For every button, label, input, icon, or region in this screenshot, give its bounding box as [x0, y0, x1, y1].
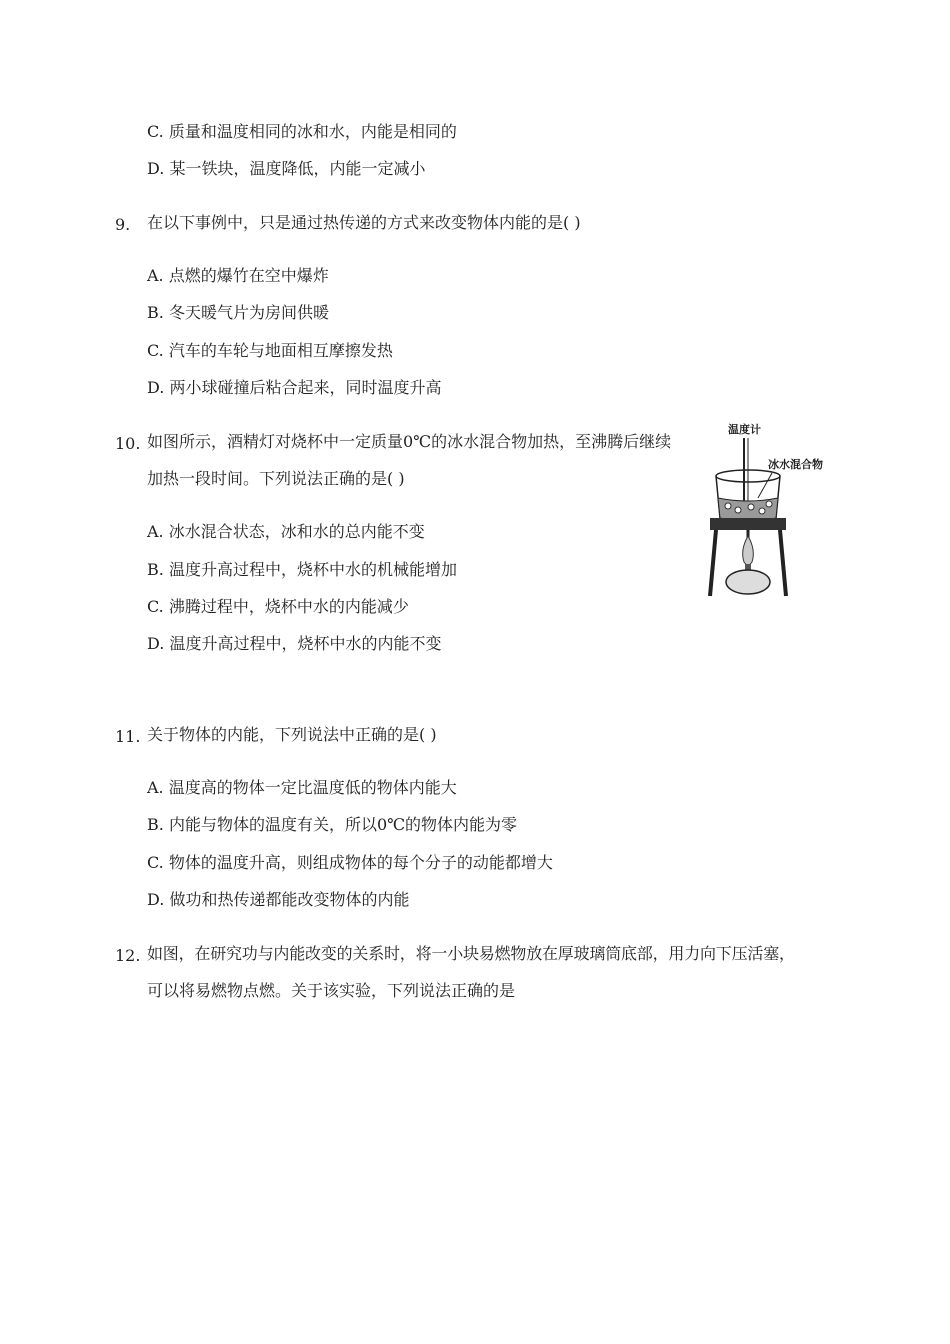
q9-option-a [147, 266, 329, 286]
option-text: 质量和温度相同的冰和水，内能是相同的 [168, 122, 457, 141]
option-text: 沸腾过程中，烧杯中水的内能减少 [168, 597, 409, 616]
lamp-wick [745, 564, 751, 570]
option-label: B. [147, 560, 164, 579]
option-text: 点燃的爆竹在空中爆炸 [168, 266, 329, 285]
q10-option-b [147, 560, 457, 580]
q11-option-c [147, 853, 553, 873]
option-text: 物体的温度升高，则组成物体的每个分子的动能都增大 [168, 853, 553, 872]
option-text: 温度升高过程中，烧杯中水的内能不变 [169, 634, 442, 653]
q11-stem: 关于物体的内能，下列说法中正确的是( ) [147, 725, 437, 744]
wire-gauze [710, 518, 786, 530]
q11-number: 11. [115, 727, 141, 746]
option-text: 某一铁块，温度降低，内能一定减小 [169, 159, 426, 178]
flame [743, 536, 754, 565]
option-label: D. [147, 890, 165, 909]
q10-option-d [147, 634, 441, 654]
q10-option-c [147, 597, 409, 617]
option-text: 冰水混合状态，冰和水的总内能不变 [168, 522, 425, 541]
ice-water-mixture-label: 冰水混合物 [768, 458, 823, 471]
q11-option-b [147, 815, 517, 835]
option-text: 两小球碰撞后粘合起来，同时温度升高 [169, 378, 442, 397]
ice-piece [735, 507, 741, 513]
option-label: A. [147, 778, 164, 797]
option-text: 冬天暖气片为房间供暖 [168, 303, 329, 322]
ice-piece [725, 503, 731, 509]
option-text: 温度升高过程中，烧杯中水的机械能增加 [168, 560, 457, 579]
option-text: 做功和热传递都能改变物体的内能 [169, 890, 410, 909]
option-label: C. [147, 853, 164, 872]
option-label: D. [147, 159, 165, 178]
option-text: 内能与物体的温度有关，所以0℃的物体内能为零 [168, 815, 518, 834]
option-label: D. [147, 634, 165, 653]
q12-number: 12. [115, 946, 141, 965]
option-label: B. [147, 815, 164, 834]
q9-stem: 在以下事例中，只是通过热传递的方式来改变物体内能的是( ) [147, 213, 581, 232]
thermometer-label: 温度计 [728, 423, 761, 436]
tripod-leg [710, 530, 716, 596]
q9-option-b [147, 303, 329, 323]
ice-piece [748, 504, 754, 510]
option-label: C. [147, 597, 164, 616]
q11-option-d [147, 890, 409, 910]
option-label: C. [147, 122, 164, 141]
option-label: C. [147, 341, 164, 360]
q9-number: 9. [115, 215, 131, 234]
q9-option-d [147, 378, 441, 398]
option-label: A. [147, 266, 164, 285]
ice-piece [759, 508, 765, 514]
alcohol-lamp [726, 570, 770, 594]
q8-option-c [147, 122, 457, 142]
option-text: 温度高的物体一定比温度低的物体内能大 [168, 778, 457, 797]
option-label: D. [147, 378, 165, 397]
q10-number: 10. [115, 434, 141, 453]
ice-piece [766, 501, 772, 507]
option-text: 汽车的车轮与地面相互摩擦发热 [168, 341, 393, 360]
q9-option-c [147, 341, 393, 361]
option-label: B. [147, 303, 164, 322]
tripod-leg [780, 530, 786, 596]
option-label: A. [147, 522, 164, 541]
q10-option-a [147, 522, 425, 542]
mixture-leader-line [758, 473, 772, 498]
q10-stem-line2: 加热一段时间。下列说法正确的是( ) [147, 469, 405, 488]
q10-stem-line1: 如图所示，酒精灯对烧杯中一定质量0℃的冰水混合物加热，至沸腾后继续 [147, 432, 672, 451]
q12-stem-line1: 如图，在研究功与内能改变的关系时，将一小块易燃物放在厚玻璃筒底部，用力向下压活塞， [147, 944, 795, 963]
q8-option-d [147, 159, 425, 179]
q11-option-a [147, 778, 457, 798]
heating-apparatus-figure [706, 418, 842, 608]
q12-stem-line2: 可以将易燃物点燃。关于该实验，下列说法正确的是 [147, 981, 516, 1000]
